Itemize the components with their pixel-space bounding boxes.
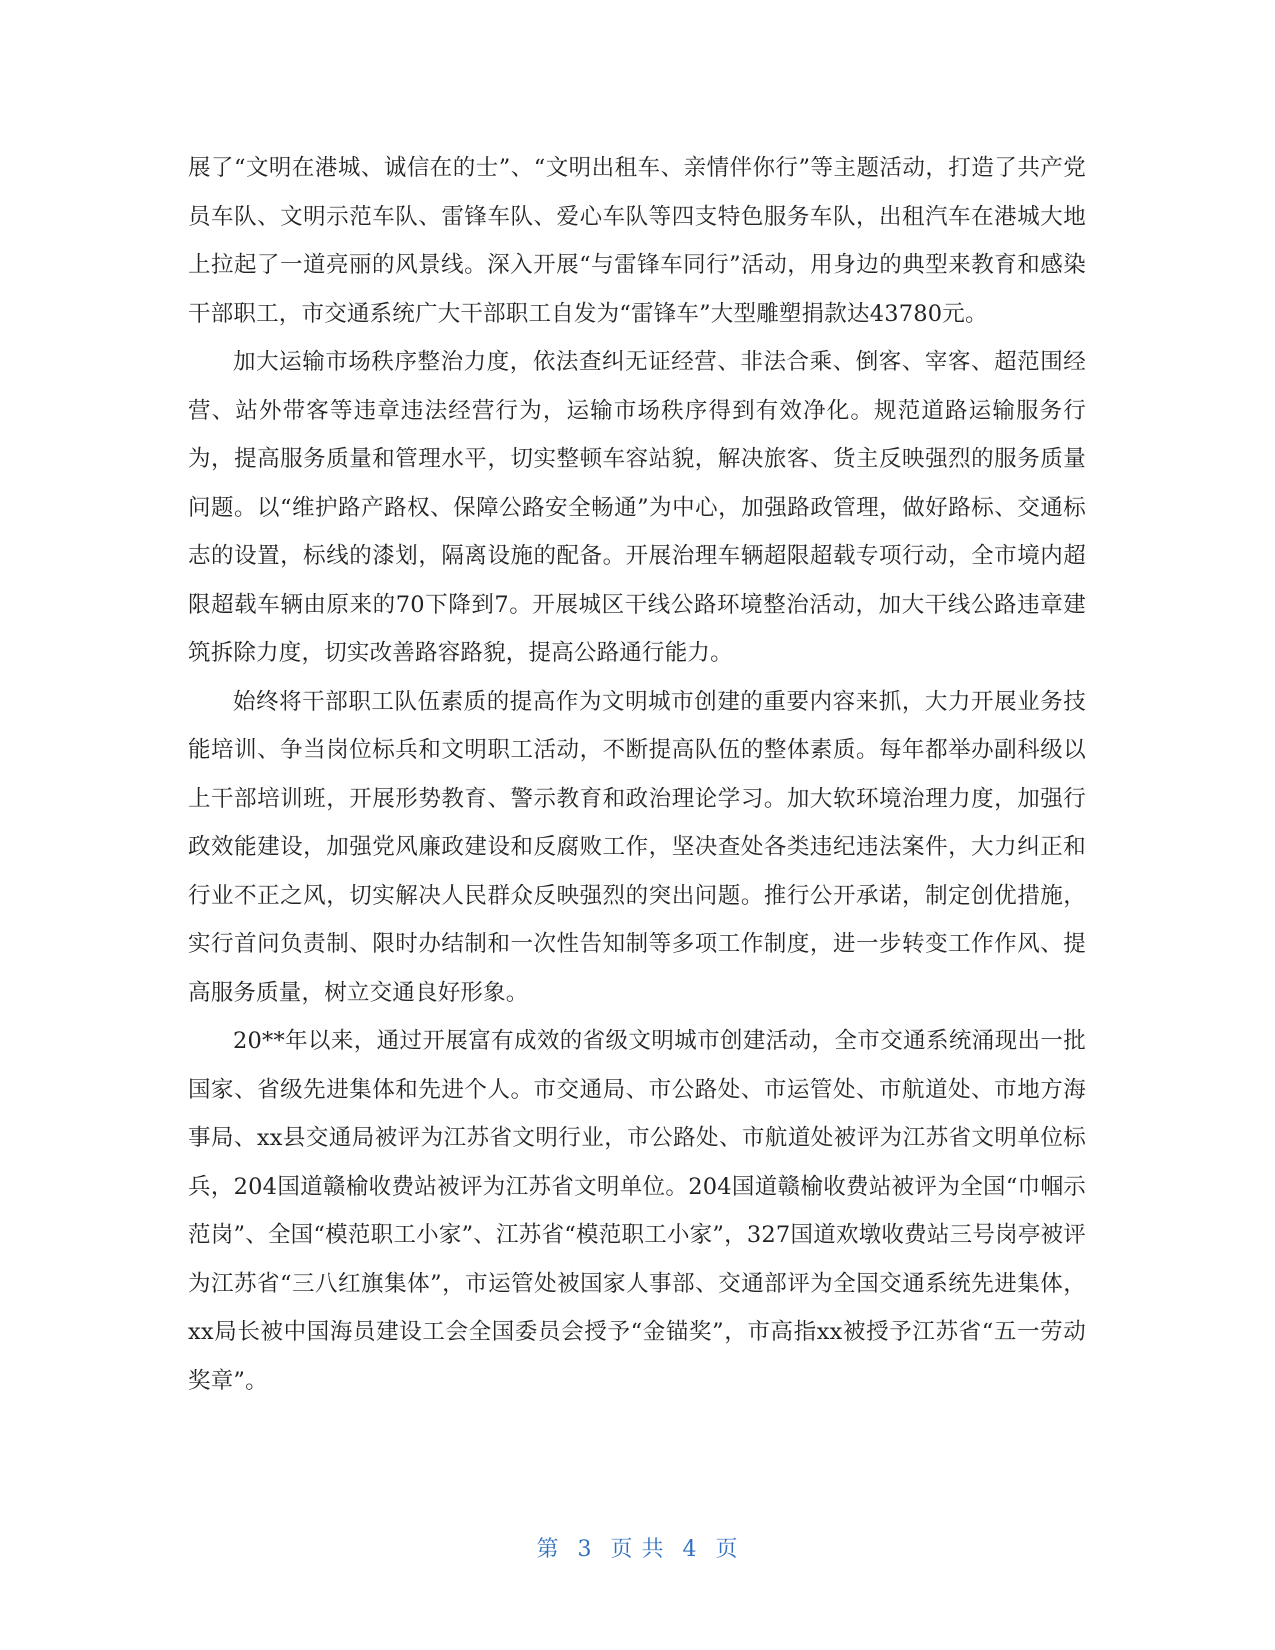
paragraph-4: 20**年以来，通过开展富有成效的省级文明城市创建活动，全市交通系统涌现出一批国家、省级先进集体和先进个人。市交通局、市公路处、市运管处、市航道处、市地方海事局、xx县交通局被评为江苏省文明行业，市公路处、市航道处被评为江苏省文明单位标兵，204国道赣榆收费站被评为江苏省文明单位。204国道赣榆收费站被评为全国“巾帼示范岗”、全国“模范职工小家”、江苏省“模范职工小家”，327国道欢墩收费站三号岗亭被评为江苏省“三八红旗集体”，市运管处被国家人事部、交通部评为全国交通系统先进集体，xx局长被中国海员建设工会全国委员会授予“金锚奖”，市高指xx被授予江苏省“五一劳动奖章”。 [188, 1028, 1086, 1394]
footer-page-number: 3 [577, 1537, 593, 1562]
footer-total-pages: 4 [682, 1537, 698, 1562]
body-text [188, 144, 1086, 1405]
footer-prefix: 第 [536, 1537, 560, 1562]
paragraph-3: 始终将干部职工队伍素质的提高作为文明城市创建的重要内容来抓，大力开展业务技能培训、争当岗位标兵和文明职工活动，不断提高队伍的整体素质。每年都举办副科级以上干部培训班，开展形势教育、警示教育和政治理论学习。加大软环境治理力度，加强行政效能建设，加强党风廉政建设和反腐败工作，坚决查处各类违纪违法案件，大力纠正和行业不正之风，切实解决人民群众反映强烈的突出问题。推行公开承诺，制定创优措施，实行首问负责制、限时办结制和一次性告知制等多项工作制度，进一步转变工作作风、提高服务质量，树立交通良好形象。 [188, 688, 1086, 1006]
page-footer [0, 1532, 1275, 1563]
paragraph-2: 加大运输市场秩序整治力度，依法查纠无证经营、非法合乘、倒客、宰客、超范围经营、站外带客等违章违法经营行为，运输市场秩序得到有效净化。规范道路运输服务行为，提高服务质量和管理水平，切实整顿车容站貌，解决旅客、货主反映强烈的服务质量问题。以“维护路产路权、保障公路安全畅通”为中心，加强路政管理，做好路标、交通标志的设置，标线的漆划，隔离设施的配备。开展治理车辆超限超载专项行动，全市境内超限超载车辆由原来的70下降到7。开展城区干线公路环境整治活动，加大干线公路违章建筑拆除力度，切实改善路容路貌，提高公路通行能力。 [188, 349, 1086, 666]
paragraph-1: 展了“文明在港城、诚信在的士”、“文明出租车、亲情伴你行”等主题活动，打造了共产党员车队、文明示范车队、雷锋车队、爱心车队等四支特色服务车队，出租汽车在港城大地上拉起了一道亮丽的风景线。深入开展“与雷锋车同行”活动，用身边的典型来教育和感染干部职工，市交通系统广大干部职工自发为“雷锋车”大型雕塑捐款达43780元。 [188, 155, 1086, 327]
footer-suffix: 页 [715, 1537, 739, 1562]
footer-middle: 页 共 [610, 1537, 665, 1562]
